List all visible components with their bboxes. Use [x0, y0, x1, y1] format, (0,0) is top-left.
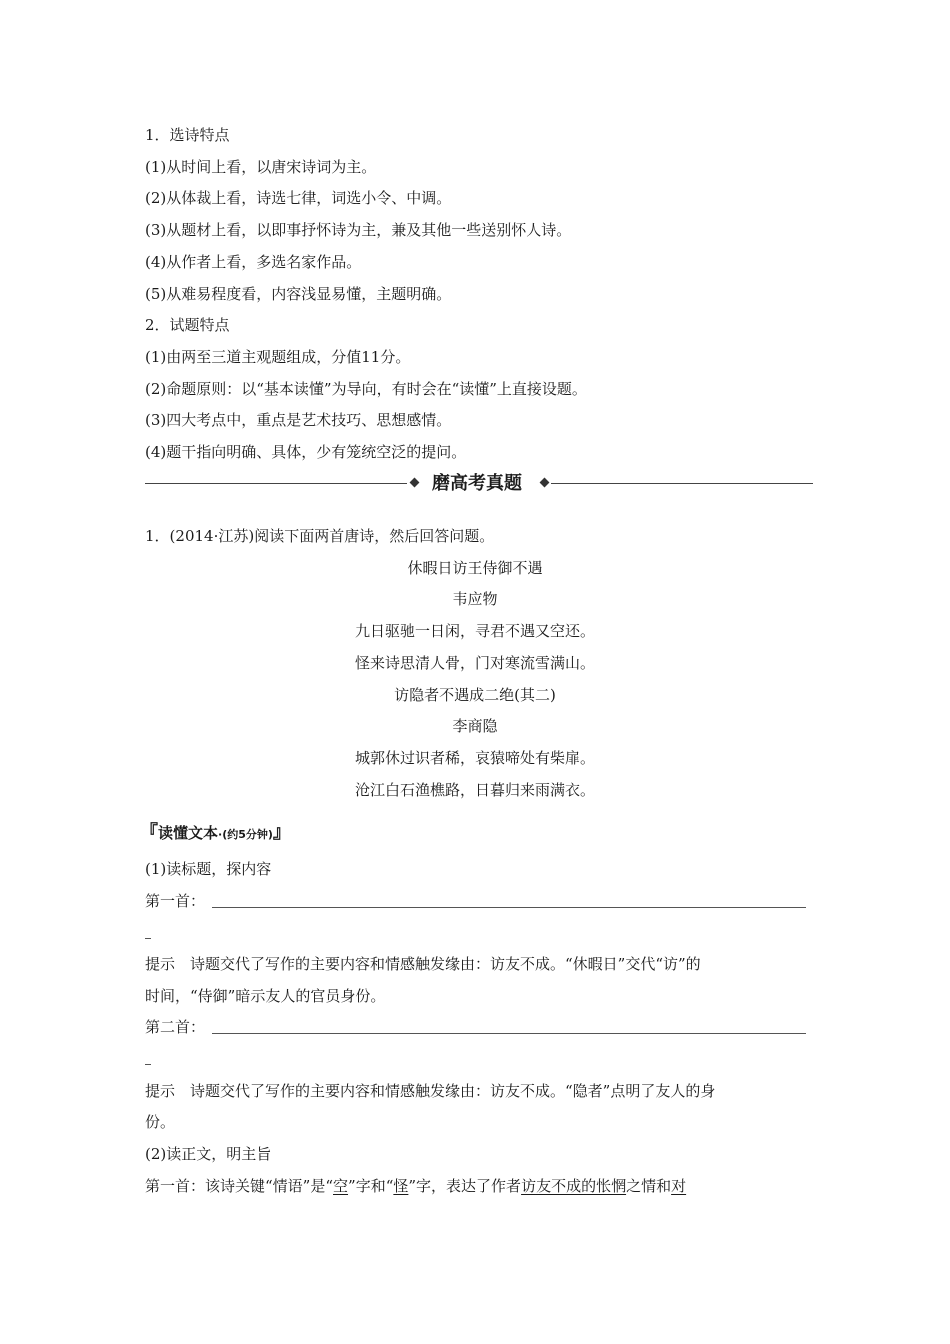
intro-heading-poem-features: 1．选诗特点	[145, 126, 230, 144]
analysis-text: 之情和	[626, 1177, 672, 1195]
section-heading-read-text	[140, 822, 291, 846]
poem1-line: 九日驱驰一日闲，寻君不遇又空还。	[354, 622, 595, 640]
keyword-dui: 对	[671, 1177, 687, 1195]
poem1-author: 韦应物	[452, 590, 498, 608]
answer-blank-first[interactable]	[212, 907, 806, 908]
intro-item: (1)由两至三道主观题组成，分值11分。	[145, 348, 411, 366]
intro-item: (2)从体裁上看，诗选七律，词选小令、中调。	[145, 189, 452, 207]
poem2-line: 城郭休过识者稀，哀猿啼处有柴扉。	[354, 749, 595, 767]
analysis-text: ”字，表达了作者	[408, 1177, 522, 1195]
keyword-guai: 怪	[393, 1177, 409, 1195]
answer-blank-second[interactable]	[212, 1033, 806, 1034]
analysis-text: ”字和“	[348, 1177, 394, 1195]
bracket-close: 』	[272, 822, 291, 843]
part2-first-poem-analysis	[145, 1176, 686, 1196]
diamond-icon	[540, 478, 550, 488]
answer-blank-tail	[145, 1064, 151, 1065]
hint-first: 提示 诗题交代了写作的主要内容和情感触发缘由：访友不成。“休暇日”交代“访”的	[145, 955, 701, 973]
hint-second: 提示 诗题交代了写作的主要内容和情感触发缘由：访友不成。“隐者”点明了友人的身	[145, 1082, 716, 1100]
poem2-title: 访隐者不遇成二绝(其二)	[394, 686, 556, 704]
hint-second-cont: 份。	[145, 1113, 176, 1131]
poem2-line: 沧江白石渔樵路，日暮归来雨满衣。	[354, 781, 595, 799]
part2-heading: (2)读正文，明主旨	[145, 1145, 272, 1163]
keyword-kong: 空	[333, 1177, 349, 1195]
poem1-title: 休暇日访王侍御不遇	[407, 559, 543, 577]
first-poem-label: 第一首：	[145, 892, 206, 910]
poem2-author: 李商隐	[452, 717, 498, 735]
banner-rule-left	[145, 483, 407, 484]
banner-rule-right	[551, 483, 813, 484]
intro-item: (4)题干指向明确、具体，少有笼统空泛的提问。	[145, 443, 467, 461]
section-title: 读懂文本	[158, 824, 219, 842]
intro-item: (3)从题材上看，以即事抒怀诗为主，兼及其他一些送别怀人诗。	[145, 221, 572, 239]
intro-heading-question-features: 2．试题特点	[145, 316, 230, 334]
intro-item: (4)从作者上看，多选名家作品。	[145, 253, 362, 271]
question-stem: 1．(2014·江苏)阅读下面两首唐诗，然后回答问题。	[145, 527, 495, 545]
intro-item: (3)四大考点中，重点是艺术技巧、思想感情。	[145, 411, 452, 429]
banner-title: 磨高考真题	[432, 473, 522, 494]
section-banner	[145, 472, 813, 496]
keyword-emotion: 访友不成的怅惘	[521, 1177, 627, 1195]
bracket-open: 『	[140, 822, 158, 843]
intro-item: (2)命题原则：以“基本读懂”为导向，有时会在“读懂”上直接设题。	[145, 380, 587, 398]
hint-first-cont: 时间，“侍御”暗示友人的官员身份。	[145, 987, 386, 1005]
poem1-line: 怪来诗思清人骨，门对寒流雪满山。	[354, 654, 595, 672]
part1-heading: (1)读标题，探内容	[145, 860, 272, 878]
intro-item: (5)从难易程度看，内容浅显易懂，主题明确。	[145, 285, 452, 303]
answer-blank-tail	[145, 938, 151, 939]
analysis-text: 第一首：该诗关键“情语”是“	[145, 1177, 334, 1195]
intro-item: (1)从时间上看，以唐宋诗词为主。	[145, 158, 377, 176]
section-time-note: ·(约5分钟)	[218, 828, 273, 841]
second-poem-label: 第二首：	[145, 1018, 206, 1036]
